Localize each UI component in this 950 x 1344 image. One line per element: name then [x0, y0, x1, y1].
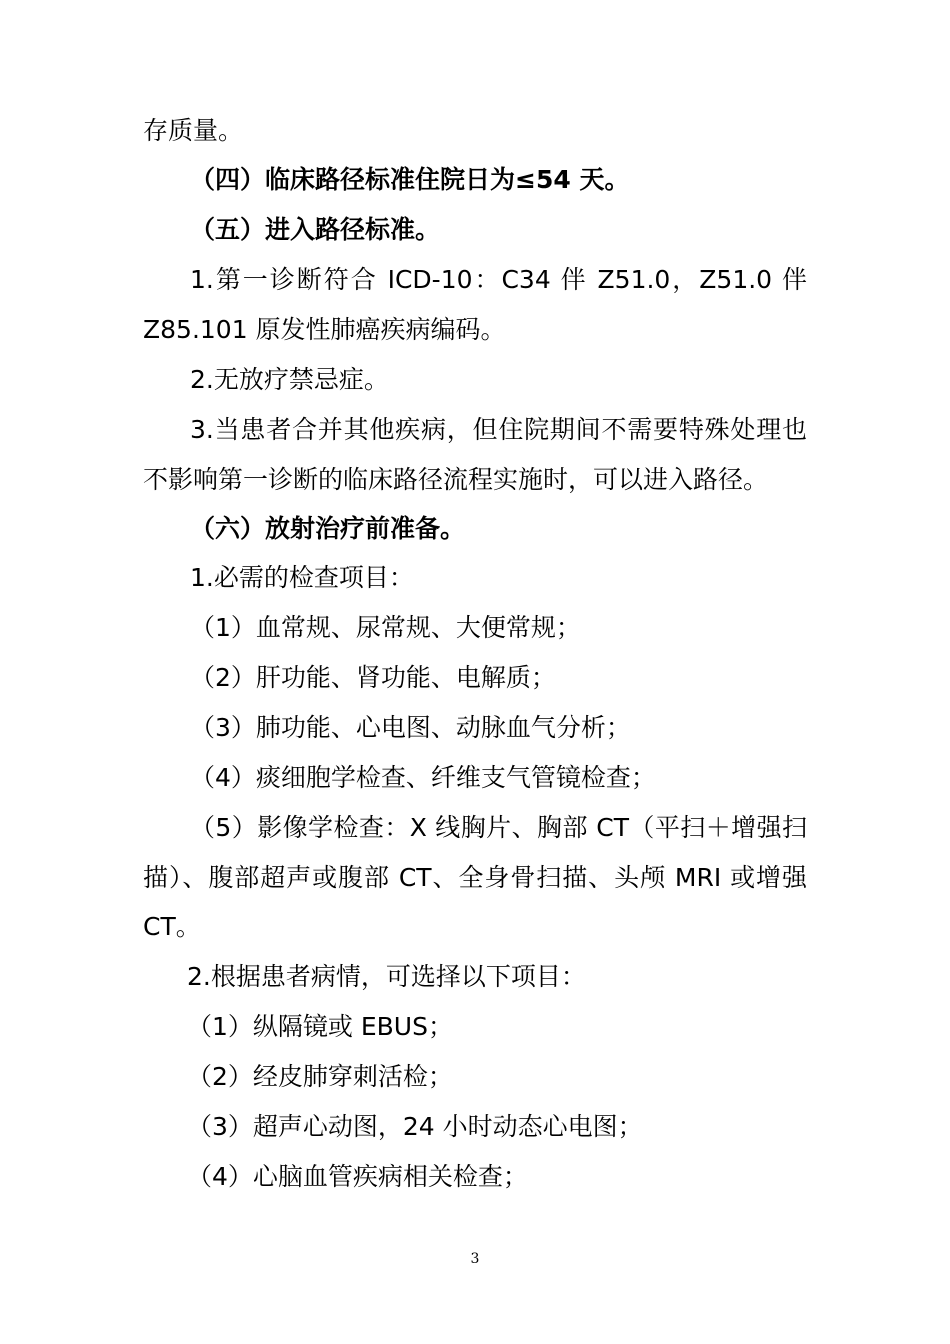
list-item: （2）肝功能、肾功能、电解质；	[190, 663, 556, 692]
heading-section-6: （六）放射治疗前准备。	[190, 514, 466, 543]
list-item: （4）心脑血管疾病相关检查；	[187, 1162, 528, 1191]
heading-section-4: （四）临床路径标准住院日为≤54 天。	[190, 165, 630, 194]
list-item: （3）肺功能、心电图、动脉血气分析；	[190, 713, 631, 742]
paragraph-line: 1.第一诊断符合 ICD-10：C34 伴 Z51.0，Z51.0 伴	[190, 265, 807, 294]
paragraph-line: 3.当患者合并其他疾病，但住院期间不需要特殊处理也	[190, 415, 807, 444]
list-item-continuation: 描）、腹部超声或腹部 CT、全身骨扫描、头颅 MRI 或增强	[143, 863, 807, 892]
list-item: （4）痰细胞学检查、纤维支气管镜检查；	[190, 763, 656, 792]
paragraph-line: 1.必需的检查项目：	[190, 563, 414, 592]
page-number: 3	[470, 1251, 480, 1267]
list-item: （1）纵隔镜或 EBUS；	[187, 1012, 453, 1041]
heading-section-5: （五）进入路径标准。	[190, 215, 441, 244]
paragraph-line: 2.无放疗禁忌症。	[190, 365, 389, 394]
paragraph-line: Z85.101 原发性肺癌疾病编码。	[143, 315, 506, 344]
list-item-continuation: CT。	[143, 912, 201, 941]
text-line-continuation: 存质量。	[143, 116, 244, 145]
list-item: （2）经皮肺穿刺活检；	[187, 1062, 453, 1091]
list-item: （3）超声心动图，24 小时动态心电图；	[187, 1112, 643, 1141]
list-item: （1）血常规、尿常规、大便常规；	[190, 613, 581, 642]
list-item: （5）影像学检查：X 线胸片、胸部 CT（平扫＋增强扫	[190, 813, 807, 842]
paragraph-line: 2.根据患者病情，可选择以下项目：	[187, 962, 586, 991]
paragraph-line: 不影响第一诊断的临床路径流程实施时，可以进入路径。	[143, 465, 769, 494]
